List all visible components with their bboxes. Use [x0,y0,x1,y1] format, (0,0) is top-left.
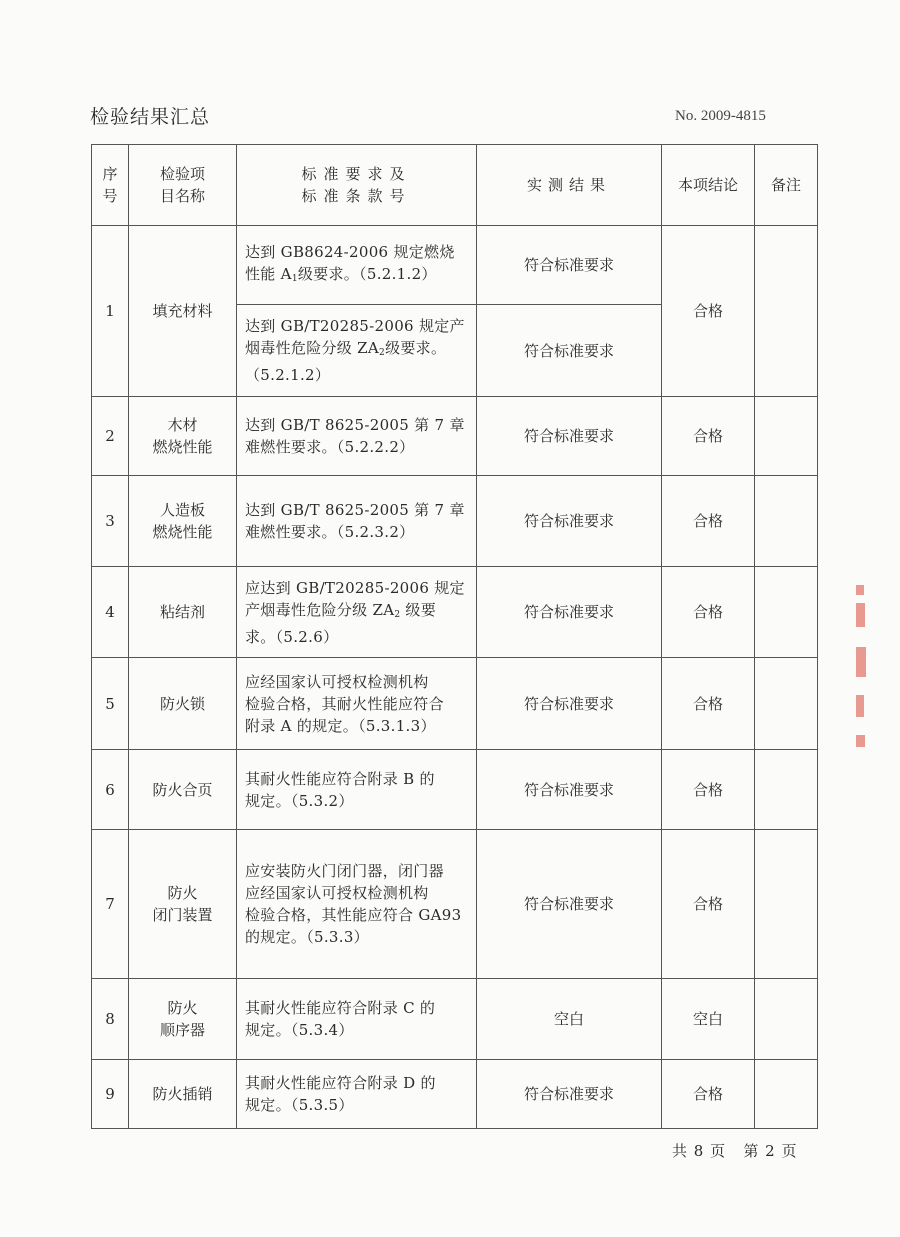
header-seq: 序 号 [92,145,129,226]
row-item: 木材 燃烧性能 [129,397,237,476]
row-requirement: 其耐火性能应符合附录 B 的 规定。（5.3.2） [237,750,477,830]
row-seq: 2 [92,397,129,476]
table-row [92,750,818,830]
row-seq: 8 [92,979,129,1060]
table-row [92,476,818,567]
row-remark [755,830,818,979]
row-requirement: 达到 GB/T20285-2006 规定产 烟毒性危险分级 $ZA_2$级要求。 （5.2.1.2） [237,305,477,397]
row-result: 符合标准要求 [477,397,662,476]
table-row [92,658,818,750]
table-header-row [92,145,818,226]
row-requirement: 达到 GB8624-2006 规定燃烧 性能 $A_1$级要求。（5.2.1.2） [237,226,477,305]
row-item: 防火合页 [129,750,237,830]
table-row [92,226,818,305]
row-remark [755,1060,818,1129]
row-requirement: 应安装防火门闭门器，闭门器 应经国家认可授权检测机构 检验合格，其性能应符合 GA93 的规定。（5.3.3） [237,830,477,979]
row-result: 空白 [477,979,662,1060]
header-result: 实测结果 [477,145,662,226]
row-requirement: 达到 GB/T 8625-2005 第 7 章 难燃性要求。（5.2.2.2） [237,397,477,476]
row-requirement: 其耐火性能应符合附录 C 的 规定。（5.3.4） [237,979,477,1060]
header-item: 检验项 目名称 [129,145,237,226]
row-remark [755,658,818,750]
row-conclusion: 空白 [662,979,755,1060]
row-remark [755,567,818,658]
header-conclusion: 本项结论 [662,145,755,226]
row-requirement: 达到 GB/T 8625-2005 第 7 章 难燃性要求。（5.2.3.2） [237,476,477,567]
row-seq: 1 [92,226,129,397]
row-remark [755,226,818,397]
row-result: 符合标准要求 [477,226,662,305]
row-item: 粘结剂 [129,567,237,658]
row-seq: 5 [92,658,129,750]
table-row [92,1060,818,1129]
row-remark [755,979,818,1060]
row-seq: 7 [92,830,129,979]
seal-stamp-edge [852,585,868,750]
row-item: 防火插销 [129,1060,237,1129]
table-row [92,397,818,476]
table-row [92,830,818,979]
row-remark [755,476,818,567]
inspection-results-table [91,144,818,1129]
row-remark [755,750,818,830]
row-seq: 6 [92,750,129,830]
row-conclusion: 合格 [662,567,755,658]
row-item: 防火锁 [129,658,237,750]
row-conclusion: 合格 [662,476,755,567]
row-requirement: 应达到 GB/T20285-2006 规定 产烟毒性危险分级 $ZA_2$ 级要 求。（5.2.6） [237,567,477,658]
row-remark [755,397,818,476]
row-result: 符合标准要求 [477,476,662,567]
page-counter: 共 8 页 第 2 页 [672,1142,798,1160]
row-item: 防火 顺序器 [129,979,237,1060]
row-requirement: 应经国家认可授权检测机构 检验合格，其耐火性能应符合 附录 A 的规定。（5.3.1.3） [237,658,477,750]
row-seq: 4 [92,567,129,658]
row-seq: 9 [92,1060,129,1129]
table-row [92,567,818,658]
header-remark: 备注 [755,145,818,226]
row-result: 符合标准要求 [477,305,662,397]
header-standard: 标准要求及 标准条款号 [237,145,477,226]
row-item: 人造板 燃烧性能 [129,476,237,567]
row-result: 符合标准要求 [477,750,662,830]
document-number: No. 2009-4815 [675,108,766,124]
row-conclusion: 合格 [662,658,755,750]
row-seq: 3 [92,476,129,567]
row-result: 符合标准要求 [477,1060,662,1129]
row-conclusion: 合格 [662,750,755,830]
row-conclusion: 合格 [662,226,755,397]
row-conclusion: 合格 [662,1060,755,1129]
row-conclusion: 合格 [662,830,755,979]
row-result: 符合标准要求 [477,658,662,750]
row-result: 符合标准要求 [477,830,662,979]
row-result: 符合标准要求 [477,567,662,658]
page-title: 检验结果汇总 [90,106,211,128]
row-requirement: 其耐火性能应符合附录 D 的 规定。（5.3.5） [237,1060,477,1129]
row-item: 填充材料 [129,226,237,397]
row-item: 防火 闭门装置 [129,830,237,979]
table-row [92,979,818,1060]
row-conclusion: 合格 [662,397,755,476]
